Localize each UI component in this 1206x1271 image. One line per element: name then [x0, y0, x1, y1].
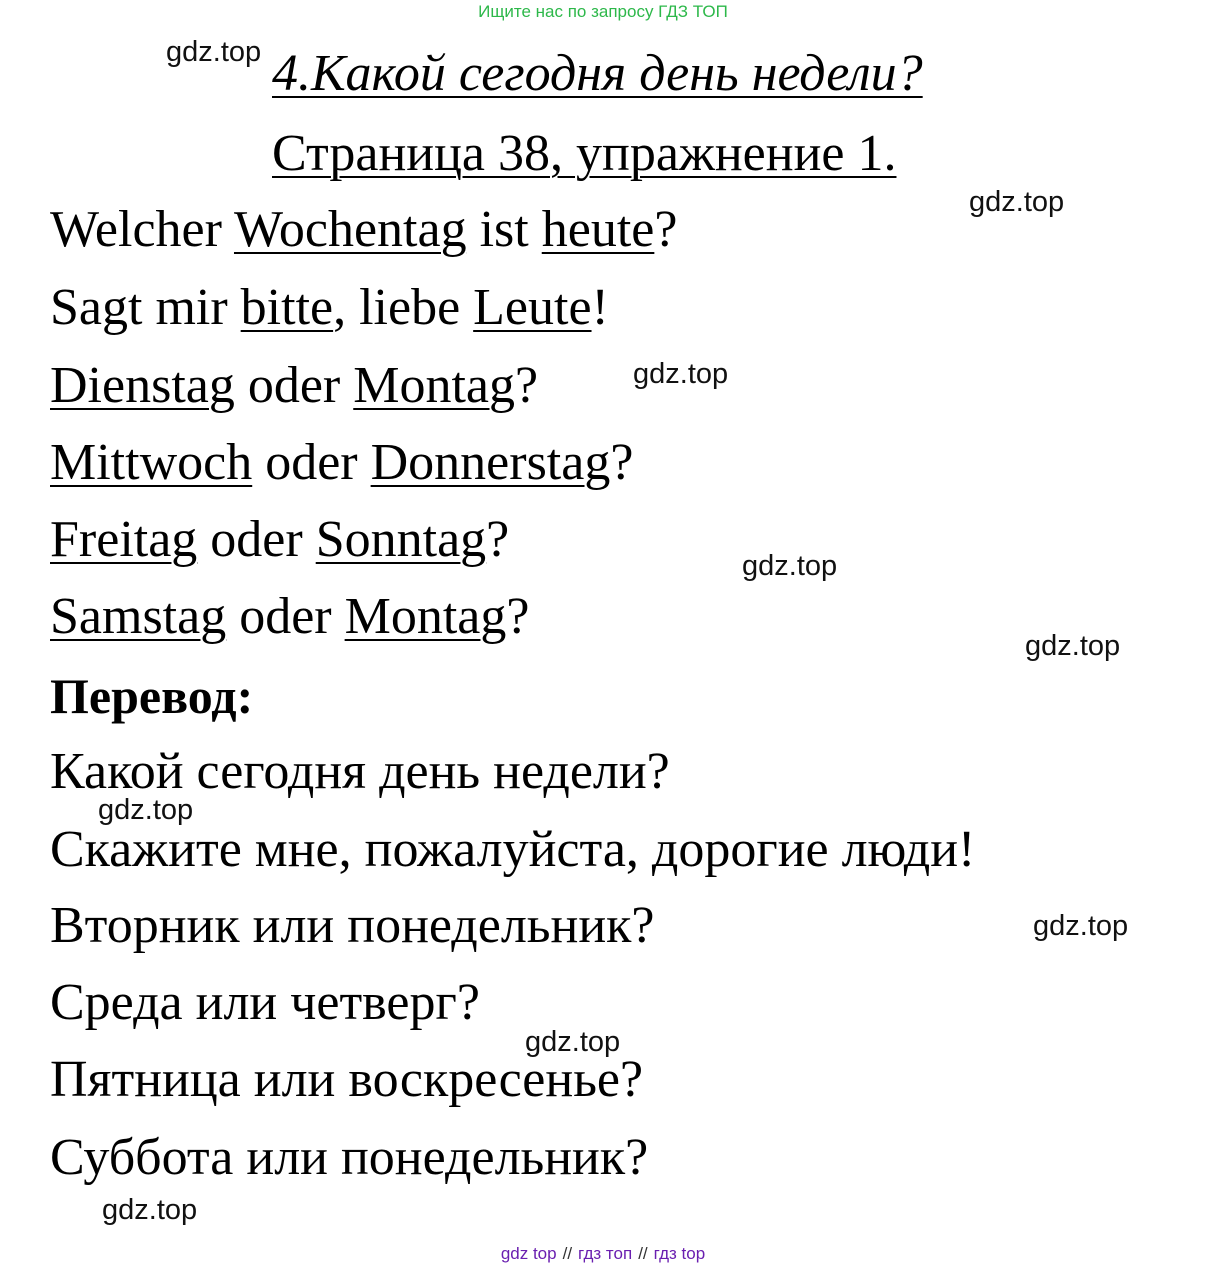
translation-line-4: Среда или четверг?	[50, 974, 480, 1031]
translation-line-6: Суббота или понедельник?	[50, 1129, 649, 1186]
text: Welcher	[50, 201, 234, 258]
top-banner: Ищите нас по запросу ГДЗ ТОП	[478, 2, 728, 21]
text: Sagt mir	[50, 279, 241, 336]
watermark: gdz.top	[1025, 630, 1121, 662]
underlined-word: heute	[541, 201, 655, 258]
translation-heading: Перевод:	[50, 668, 254, 724]
text: oder	[252, 434, 371, 491]
footer-link[interactable]: gdz top	[500, 1244, 557, 1263]
translation-line-5: Пятница или воскресенье?	[50, 1051, 644, 1108]
underlined-word: Dienstag	[50, 357, 235, 414]
footer-separator: //	[638, 1244, 648, 1263]
translation-line-3: Вторник или понедельник?	[50, 897, 655, 954]
watermark: gdz.top	[102, 1194, 198, 1226]
exercise-title: 4.Какой сегодня день недели?	[272, 45, 923, 102]
text: , liebe	[333, 279, 474, 336]
text: ist	[466, 201, 542, 258]
watermark: gdz.top	[633, 358, 729, 390]
footer-link[interactable]: гдз топ	[578, 1244, 633, 1263]
underlined-word: Montag	[353, 357, 516, 414]
watermark: gdz.top	[525, 1026, 621, 1058]
text: ?	[506, 588, 530, 645]
text: oder	[197, 511, 316, 568]
underlined-word: Freitag	[50, 511, 198, 568]
text: oder	[234, 357, 354, 414]
footer-link[interactable]: гдз top	[653, 1244, 706, 1263]
underlined-word: Donnerstag	[370, 434, 611, 491]
watermark: gdz.top	[742, 550, 838, 582]
poem-line-5	[50, 510, 509, 570]
text: ?	[610, 434, 634, 491]
exercise-subtitle: Страница 38, упражнение 1.	[272, 125, 897, 182]
poem-line-3	[50, 356, 538, 416]
translation-line-2: Скажите мне, пожалуйста, дорогие люди!	[50, 821, 976, 878]
text: ?	[486, 511, 510, 568]
underlined-word: Wochentag	[233, 201, 467, 258]
watermark: gdz.top	[1033, 910, 1129, 942]
text: oder	[226, 588, 345, 645]
poem-line-2	[50, 278, 609, 338]
text: ?	[654, 201, 678, 258]
footer-separator: //	[562, 1244, 573, 1263]
text: !	[591, 279, 609, 336]
underlined-word: Sonntag	[315, 511, 487, 568]
watermark: gdz.top	[98, 794, 194, 826]
poem-line-6	[50, 587, 529, 647]
poem-line-1	[50, 200, 677, 260]
underlined-word: Mittwoch	[50, 434, 253, 491]
underlined-word: Leute	[473, 279, 592, 336]
underlined-word: Samstag	[50, 588, 227, 645]
poem-line-4	[50, 433, 633, 493]
translation-line-1: Какой сегодня день недели?	[50, 743, 670, 800]
watermark: gdz.top	[969, 186, 1065, 218]
underlined-word: bitte	[240, 279, 334, 336]
watermark: gdz.top	[166, 36, 262, 68]
footer-links	[0, 1244, 1206, 1264]
text: ?	[515, 357, 539, 414]
underlined-word: Montag	[344, 588, 507, 645]
